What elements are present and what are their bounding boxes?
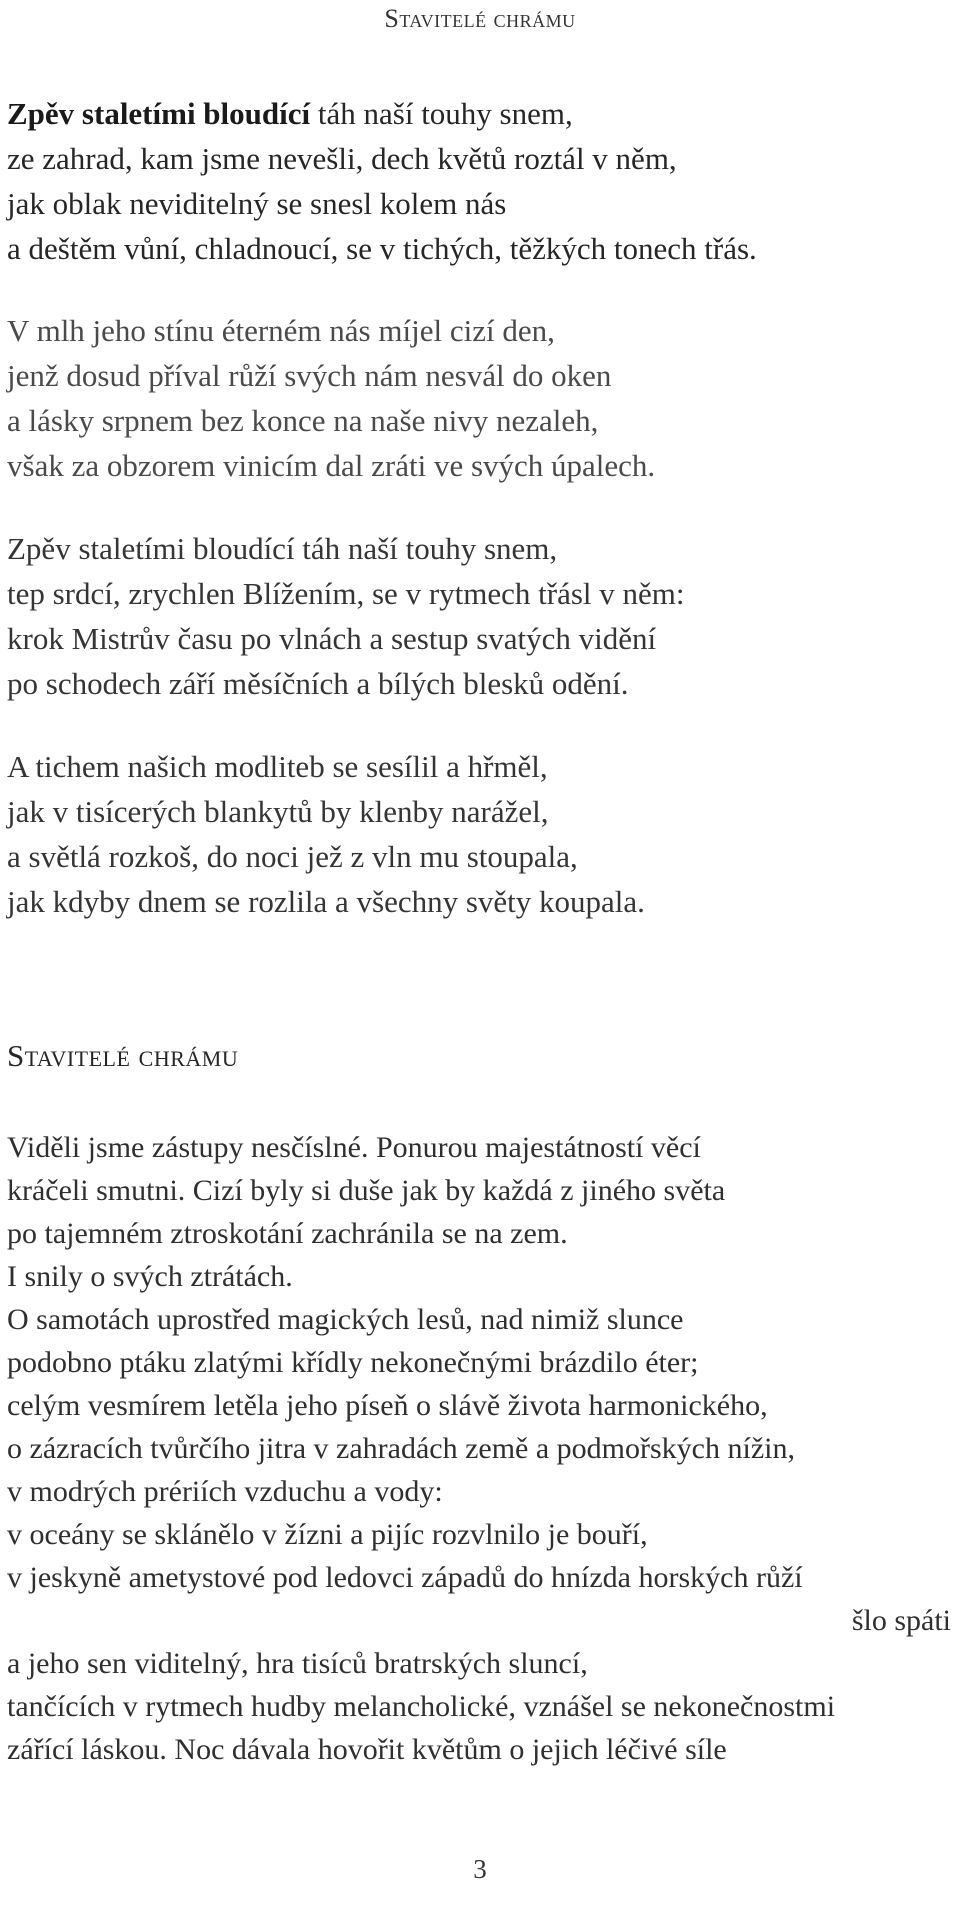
running-head: Stavitelé chrámu [384,4,576,33]
prose-line: o zázracích tvůrčího jitra v zahradách země a podmořských nížin, [7,1432,795,1465]
prose-line-right-aligned: šlo spáti [851,1604,951,1637]
prose-line: O samotách uprostřed magických lesů, nad nimiž slunce [7,1303,684,1336]
prose-line: zářící láskou. Noc dávala hovořit květům o jejich léčivé síle [7,1733,727,1766]
poem-stanza-1 [7,91,947,271]
poem-stanza-4 [7,744,947,924]
prose-line: v modrých prériích vzduchu a vody: [7,1475,443,1508]
prose-line: kráčeli smutni. Cizí byly si duše jak by každá z jiného světa [7,1174,726,1207]
prose-line: tančících v rytmech hudby melancholické, vznášel se nekonečnostmi [7,1690,836,1723]
poem-line: krok Mistrův času po vlnách a sestup svatých vidění [7,621,657,656]
poem-line: ze zahrad, kam jsme nevešli, dech květů roztál v něm, [7,141,677,176]
poem-line: a lásky srpnem bez konce na naše nivy nezaleh, [7,403,599,438]
prose-line: v oceány se sklánělo v žízni a pijíc rozvlnilo je bouří, [7,1518,648,1551]
poem-line: Zpěv staletími bloudící táh naší touhy snem, [7,531,558,566]
section-title: Stavitelé chrámu [7,1038,239,1073]
poem-line-text: táh naší touhy snem, [317,96,573,131]
prose-line: po tajemném ztroskotání zachránila se na zem. [7,1217,568,1250]
poem-line: V mlh jeho stínu éterném nás míjel cizí den, [7,313,555,348]
page-number: 3 [473,1854,487,1884]
prose-line: podobno ptáku zlatými křídly nekonečnými brázdilo éter; [7,1346,699,1379]
poem-line: a světlá rozkoš, do noci jež z vln mu stoupala, [7,839,578,874]
prose-line: Viděli jsme zástupy nesčíslné. Ponurou majestátností věcí [7,1131,701,1164]
prose-block [7,1126,953,1771]
stanza-lead-bold: Zpěv staletími bloudící [7,96,311,131]
poem-stanza-2 [7,308,947,488]
prose-line: I snily o svých ztrátách. [7,1260,293,1293]
poem-line: po schodech září měsíčních a bílých blesků odění. [7,666,629,701]
poem-line: tep srdcí, zrychlen Blížením, se v rytmech třásl v něm: [7,576,685,611]
poem-line [7,91,947,136]
prose-line: celým vesmírem letěla jeho píseň o slávě života harmonického, [7,1389,768,1422]
prose-line: a jeho sen viditelný, hra tisíců bratrských sluncí, [7,1647,588,1680]
poem-line: jak oblak neviditelný se snesl kolem nás [7,186,507,221]
prose-line: v jeskyně ametystové pod ledovci západů do hnízda horských růží [7,1561,803,1594]
poem-line: jak kdyby dnem se rozlila a všechny světy koupala. [7,884,645,919]
poem-line: A tichem našich modliteb se sesílil a hřměl, [7,749,548,784]
poem-stanza-3 [7,526,947,706]
poem-line: však za obzorem vinicím dal zráti ve svých úpalech. [7,448,656,483]
poem-line: jak v tisícerých blankytů by klenby narážel, [7,794,549,829]
poem-line: a deštěm vůní, chladnoucí, se v tichých, těžkých tonech třás. [7,231,757,266]
poem-line: jenž dosud příval růží svých nám nesvál do oken [7,358,612,393]
